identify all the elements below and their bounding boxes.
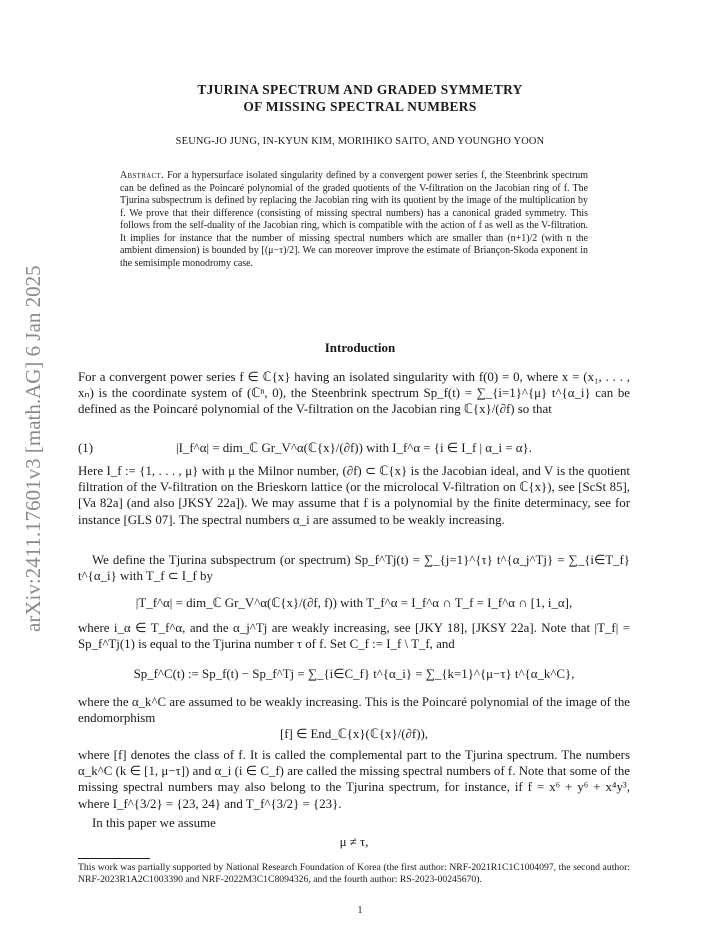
section-heading: Introduction <box>324 340 396 355</box>
footnote-rule <box>78 858 150 859</box>
intro-paragraph-6: where [f] denotes the class of f. It is called the complemental part to the Tjurina spectrum. The numbers α_k^C (k ∈ [1, μ−τ]) and α_i (i ∈ C_f) are called the missing spectral numbers of f. Note that some of the missing spectral numbers may also belong to the Tjurina spectrum, for instance, if f = x⁶ + y⁶ + x⁴y³, where I_f^{3/2} = {23, 24} and T_f^{3/2} = {23}. <box>78 748 630 811</box>
intro-paragraph-7: In this paper we assume <box>92 816 216 830</box>
intro-paragraph-4: where i_α ∈ T_f^α, and the α_j^Tj are weakly increasing, see [JKY 18], [JKSY 22a]. Note that |T_f| = Sp_f^Tj(1) is equal to the Tjurina number τ of f. Set C_f := I_f \ T_f, and <box>78 621 630 652</box>
equation-4: [f] ∈ End_ℂ{x}(ℂ{x}/(∂f)), <box>279 727 429 741</box>
abstract-text: For a hypersurface isolated singularity defined by a convergent power series f, the Steenbrink spectrum can be defined as the Poincaré polynomial of the graded quotients of the V-filtration on the Jacobian ring of f. The Tjurina subspectrum is defined by replacing the Jacobian ring with its quotient by the image of the multiplication by f. We prove that their difference (consisting of missing spectral numbers) has a canonical graded symmetry. This follows from the self-duality of the Jacobian ring, which is compatible with the action of f as well as the V-filtration. It implies for instance that the number of missing spectral numbers which are smaller than (n+1)/2 (with n the ambient dimension) is bounded by [(μ−τ)/2]. We can moreover improve the estimate of Briançon-Skoda exponent in the semisimple monodromy case. <box>120 170 588 269</box>
arxiv-identifier: arXiv:2411.17601v3 [math.AG] 6 Jan 2025 <box>21 265 45 632</box>
equation-1: |I_f^α| = dim_ℂ Gr_V^α(ℂ{x}/(∂f)) with I_f^α = {i ∈ I_f | α_i = α}. <box>176 441 532 455</box>
intro-paragraph-5: where the α_k^C are assumed to be weakly increasing. This is the Poincaré polynomial of the image of the endomorphism <box>78 695 630 726</box>
equation-5: μ ≠ τ, <box>339 835 369 849</box>
paper-title-line-1: TJURINA SPECTRUM AND GRADED SYMMETRY <box>197 82 523 97</box>
intro-paragraph-1: For a convergent power series f ∈ ℂ{x} having an isolated singularity with f(0) = 0, where x = (x₁, . . . , xₙ) is the coordinate system of (ℂⁿ, 0), the Steenbrink spectrum Sp_f(t) = ∑_{i=1}^{μ} t^{α_i} can be defined as the Poincaré polynomial of the V-filtration on the Jacobian ring ℂ{x}/(∂f) so that <box>78 370 630 417</box>
footnote: This work was partially supported by National Research Foundation of Korea (the first author: NRF-2021R1C1C1004097, the second author: NRF-2023R1A2C1003390 and NRF-2022M3C1C8094326, and the fourth author: RS-2023-00245670). <box>78 862 630 886</box>
page-number: 1 <box>357 905 363 916</box>
equation-2: |T_f^α| = dim_ℂ Gr_V^α(ℂ{x}/(∂f, f)) with T_f^α = I_f^α ∩ T_f = I_f^α ∩ [1, i_α], <box>135 596 573 610</box>
abstract-label: Abstract. <box>120 170 164 181</box>
intro-paragraph-2: Here I_f := {1, . . . , μ} with μ the Milnor number, (∂f) ⊂ ℂ{x} is the Jacobian ideal, and V is the quotient filtration of the V-filtration on the Brieskorn lattice (or the microlocal V-filtration on ℂ{x}), see [ScSt 85], [Va 82a] (and also [JKSY 22a]). We may assume that f is a polynomial by the finite determinacy, see for instance [GLS 07]. The spectral numbers α_i are assumed to be weakly increasing. <box>78 464 630 527</box>
equation-number: (1) <box>78 441 94 455</box>
intro-paragraph-3: We define the Tjurina subspectrum (or spectrum) Sp_f^Tj(t) = ∑_{j=1}^{τ} t^{α_j^Tj} = ∑_{i∈T_f} t^{α_i} with T_f ⊂ I_f by <box>78 553 630 584</box>
paper-title-line-2: OF MISSING SPECTRAL NUMBERS <box>243 99 477 114</box>
abstract <box>120 170 588 270</box>
arxiv-stamp <box>8 232 52 632</box>
equation-3: Sp_f^C(t) := Sp_f(t) − Sp_f^Tj = ∑_{i∈C_f} t^{α_i} = ∑_{k=1}^{μ−τ} t^{α_k^C}, <box>133 667 575 681</box>
author-list: SEUNG-JO JUNG, IN-KYUN KIM, MORIHIKO SAITO, AND YOUNGHO YOON <box>175 136 545 147</box>
